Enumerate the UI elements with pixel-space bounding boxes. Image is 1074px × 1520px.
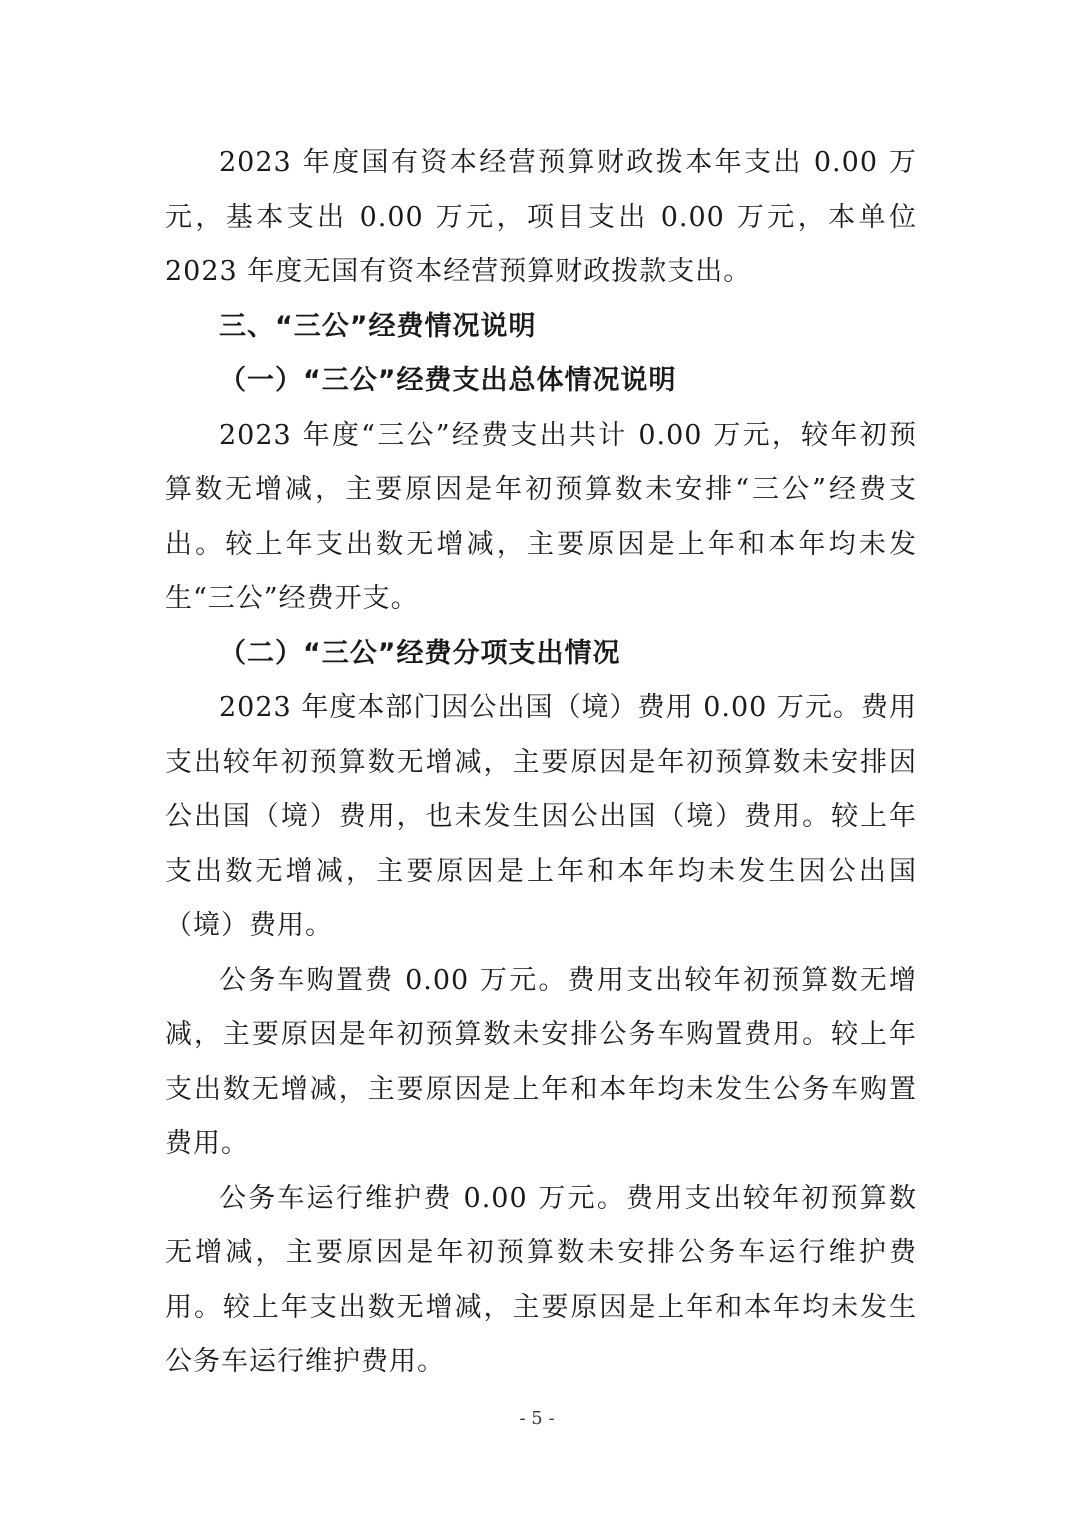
subsection-heading-itemized: （二）“三公”经费分项支出情况 — [219, 637, 621, 669]
paragraph-vehicle-maintenance: 公务车运行维护费 0.00 万元。费用支出较年初预算数无增减，主要原因是年初预算数未安排公务车运行维护费用。较上年支出数无增减，主要原因是上年和本年均未发生公务车运行维护费用。 — [165, 1182, 917, 1377]
paragraph-vehicle-purchase: 公务车购置费 0.00 万元。费用支出较年初预算数无增减，主要原因是年初预算数未安排公务车购置费用。较上年支出数无增减，主要原因是上年和本年均未发生公务车购置费用。 — [165, 964, 917, 1159]
document-body — [165, 136, 917, 1390]
paragraph-overall-expenses: 2023 年度“三公”经费支出共计 0.00 万元，较年初预算数无增减，主要原因是年初预算数未安排“三公”经费支出。较上年支出数无增减，主要原因是上年和本年均未发生“三公”经费开支。 — [165, 419, 917, 614]
paragraph-overseas-travel: 2023 年度本部门因公出国（境）费用 0.00 万元。费用支出较年初预算数无增减，主要原因是年初预算数未安排因公出国（境）费用，也未发生因公出国（境）费用。较上年支出数无增减，主要原因是上年和本年均未发生因公出国（境）费用。 — [165, 692, 917, 941]
page-number: - 5 - — [519, 1408, 555, 1429]
section-heading-three-public-expenses: 三、“三公”经费情况说明 — [219, 310, 537, 342]
subsection-heading-overall: （一）“三公”经费支出总体情况说明 — [219, 365, 677, 396]
paragraph-state-capital-budget: 2023 年度国有资本经营预算财政拨本年支出 0.00 万元，基本支出 0.00 万元，项目支出 0.00 万元，本单位 2023 年度无国有资本经营预算财政拨款支出。 — [165, 147, 917, 287]
